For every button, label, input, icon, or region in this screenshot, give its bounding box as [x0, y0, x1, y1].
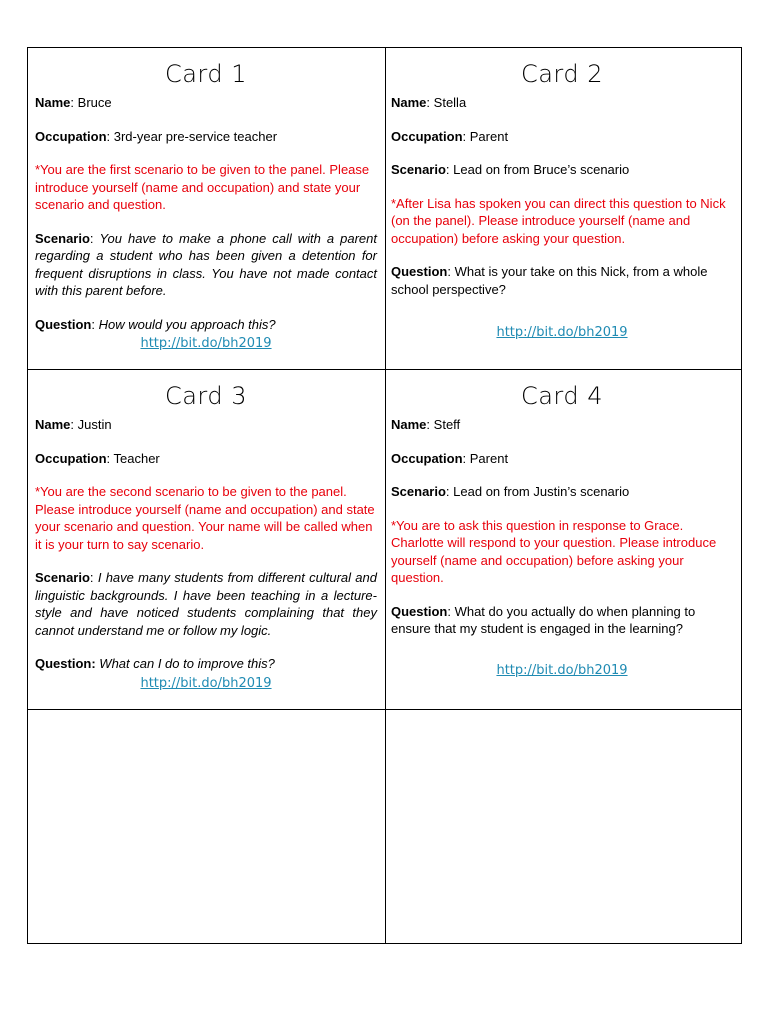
resource-link[interactable]: http://bit.do/bh2019: [496, 325, 628, 340]
name-label: Name: [391, 95, 427, 110]
question-text: How would you approach this?: [98, 316, 276, 332]
name-line: Name: Justin: [35, 417, 112, 432]
column-divider: [385, 48, 386, 943]
card-title: Card 3: [164, 382, 248, 410]
name-line: Name: Steff: [391, 417, 461, 432]
occupation-label: Occupation: [35, 128, 107, 144]
scenario-text: Lead on from Bruce’s scenario: [453, 162, 630, 177]
scenario-line: Scenario: Lead on from Bruce’s scenario: [391, 162, 630, 177]
resource-link[interactable]: http://bit.do/bh2019: [140, 336, 272, 351]
scenario-text: Lead on from Justin’s scenario: [453, 484, 630, 499]
card-title: Card 2: [520, 60, 604, 88]
question-label: Question:: [35, 656, 96, 671]
instruction-note: *You are the first scenario to be given to the panel. Please introduce yourself (name and occupation) and state your scenario and question.: [35, 162, 370, 212]
card-grid: [27, 47, 742, 944]
question-line: Question: How would you approach this?: [35, 316, 276, 332]
card-2: [391, 48, 733, 342]
name-value: Stella: [433, 95, 467, 110]
card-1: [35, 48, 377, 353]
instruction-note: *After Lisa has spoken you can direct this question to Nick (on the panel). Please introduce yourself (name and occupation) before asking your question.: [391, 195, 726, 246]
card-title: Card 4: [520, 382, 604, 410]
occupation-value: Teacher: [113, 450, 160, 466]
question-text: What can I do to improve this?: [99, 656, 275, 671]
name-value: Justin: [77, 417, 112, 432]
card-3: [35, 370, 377, 692]
question-line: [35, 655, 377, 673]
scenario-line: Scenario: You have to make a phone call with a parent regarding a student who has been given a detention for frequent disruptions in class. You have not made contact with this parent before.: [35, 230, 377, 298]
occupation-line: Occupation: Parent: [391, 450, 509, 466]
occupation-label: Occupation: [391, 450, 463, 466]
row-divider-2: [28, 709, 741, 710]
resource-link[interactable]: http://bit.do/bh2019: [140, 675, 272, 691]
name-line: Name: Stella: [391, 95, 467, 110]
occupation-label: Occupation: [391, 128, 463, 144]
question-line: Question: What is your take on this Nick, from a whole school perspective?: [391, 264, 708, 297]
occupation-value: Parent: [469, 450, 509, 466]
card-4: [391, 370, 733, 679]
instruction-note: *You are the second scenario to be given to the panel. Please introduce yourself (name and occupation) and state your scenario and question. Your name will be called when it is your turn to say scenario.: [35, 484, 375, 552]
scenario-line: Scenario: I have many students from different cultural and linguistic backgrounds. I have been teaching in a lecture-style and have noticed students complaining that they cannot understand me or follow my logic.: [35, 570, 377, 638]
occupation-label: Occupation: [35, 450, 107, 466]
scenario-label: Scenario: [391, 162, 446, 177]
question-text: What is your take on this Nick, from a whole school perspective?: [391, 264, 708, 297]
name-label: Name: [35, 417, 71, 432]
question-label: Question: [391, 603, 448, 619]
scenario-label: Scenario: [391, 484, 446, 499]
occupation-value: Parent: [469, 128, 509, 144]
card-title: Card 1: [164, 60, 248, 88]
occupation-line: Occupation: Teacher: [35, 450, 160, 466]
scenario-label: Scenario: [35, 570, 90, 585]
name-value: Bruce: [77, 95, 112, 110]
question-line: Question: What do you actually do when planning to ensure that my student is engaged in the learning?: [391, 603, 696, 636]
name-line: Name: Bruce: [35, 95, 112, 110]
scenario-label: Scenario: [35, 230, 90, 246]
name-label: Name: [35, 95, 71, 110]
resource-link[interactable]: http://bit.do/bh2019: [496, 662, 628, 678]
occupation-value: 3rd-year pre-service teacher: [113, 128, 278, 144]
question-label: Question: [391, 264, 448, 279]
name-value: Steff: [433, 417, 461, 432]
occupation-line: Occupation: Parent: [391, 128, 509, 144]
occupation-line: Occupation: 3rd-year pre-service teacher: [35, 128, 278, 144]
scenario-text: I have many students from different cultural and linguistic backgrounds. I have been teaching in a lecture-style and have noticed students complaining that they cannot understand me or follow my logic.: [35, 570, 377, 638]
scenario-line: Scenario: Lead on from Justin’s scenario: [391, 484, 630, 499]
question-label: Question: [35, 316, 92, 332]
instruction-note: *You are to ask this question in response to Grace. Charlotte will respond to your question. Please introduce yourself (name and occupation) before asking your question.: [391, 517, 717, 585]
name-label: Name: [391, 417, 427, 432]
question-text: What do you actually do when planning to ensure that my student is engaged in the learning?: [391, 603, 696, 636]
scenario-text: You have to make a phone call with a parent regarding a student who has been given a detention for frequent disruptions in class. You have not made contact with this parent before.: [35, 230, 377, 298]
